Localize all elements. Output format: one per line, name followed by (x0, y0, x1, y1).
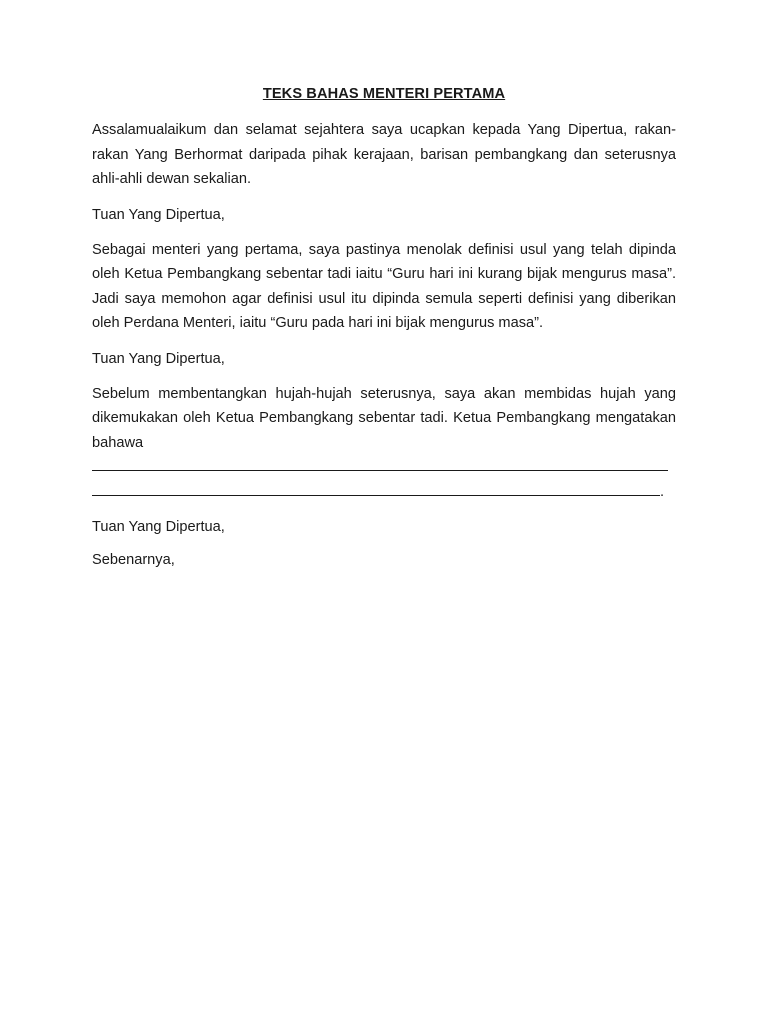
fill-in-blank-line-1 (92, 455, 676, 480)
paragraph-greeting: Assalamualaikum dan selamat sejahtera saya ucapkan kepada Yang Dipertua, rakan-rakan Yang Berhormat daripada pihak kerajaan, barisan pembangkang dan seterusnya ahli-ahli dewan sekalian. (92, 122, 676, 187)
paragraph-closing-start: Sebenarnya, (92, 552, 175, 568)
document-body (92, 84, 676, 583)
paragraph-rebuttal: Sebelum membentangkan hujah-hujah seterusnya, saya akan membidas hujah yang dikemukakan oleh Ketua Pembangkang sebentar tadi. Ketua Pembangkang mengatakan bahawa (92, 385, 676, 451)
fill-in-blank-line-2 (92, 480, 676, 505)
rebuttal-section (92, 382, 676, 505)
paragraph-definition: Sebagai menteri yang pertama, saya pastinya menolak definisi usul yang telah dipinda oleh Ketua Pembangkang sebentar tadi iaitu “Guru hari ini kurang bijak mengurus masa”. Jadi saya memohon agar definisi usul itu dipinda semula seperti definisi yang diberikan oleh Perdana Menteri, iaitu “Guru pada hari ini bijak mengurus masa”. (92, 241, 676, 331)
paragraph-address-2: Tuan Yang Dipertua, (92, 350, 225, 367)
blank-underline (92, 456, 668, 471)
blank-end-punctuation: . (660, 483, 665, 500)
blank-underline (92, 481, 660, 496)
paragraph-address-3: Tuan Yang Dipertua, (92, 519, 225, 535)
paragraph-address-1: Tuan Yang Dipertua, (92, 206, 225, 223)
document-title: TEKS BAHAS MENTERI PERTAMA (262, 86, 506, 102)
